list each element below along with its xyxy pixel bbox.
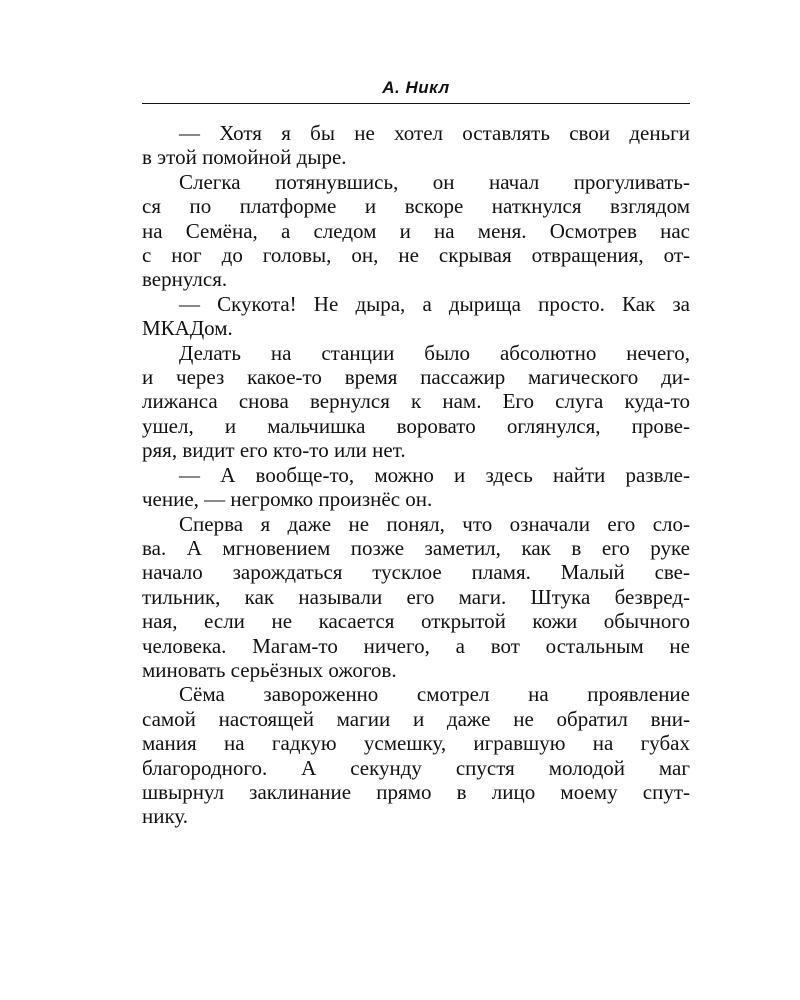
text-line: нику. xyxy=(142,804,189,829)
text-line: ряя, видит его кто-то или нет. xyxy=(142,438,406,463)
paragraph xyxy=(142,292,690,341)
text-line: ва. А мгновением позже заметил, как в его руке xyxy=(142,535,690,560)
text-line: вернулся. xyxy=(142,267,228,292)
text-line: на Семёна, а следом и на меня. Осмотрев нас xyxy=(142,218,690,243)
paragraph xyxy=(142,682,690,828)
text-line: тильник, как называли его маги. Штука безвред- xyxy=(142,584,690,609)
text-line: Сперва я даже не понял, что означали его сло- xyxy=(179,511,690,536)
text-line: — А вообще-то, можно и здесь найти развле- xyxy=(179,462,690,487)
paragraph xyxy=(142,170,690,292)
text-line: ся по платформе и вскоре наткнулся взглядом xyxy=(142,194,690,219)
text-line: чение, — негромко произнёс он. xyxy=(142,487,433,512)
text-line: ная, если не касается открытой кожи обычного xyxy=(142,609,690,634)
text-line: — Хотя я бы не хотел оставлять свои деньги xyxy=(179,121,690,145)
running-head: А. Никл xyxy=(382,78,450,97)
text-line: человека. Магам-то ничего, а вот остальным не xyxy=(142,633,690,658)
text-line: благородного. А секунду спустя молодой маг xyxy=(142,755,690,780)
text-line: лижанса снова вернулся к нам. Его слуга куда-то xyxy=(142,389,690,414)
text-line: в этой помойной дыре. xyxy=(142,145,347,170)
paragraph xyxy=(142,463,690,512)
text-line: мания на гадкую усмешку, игравшую на губах xyxy=(142,731,690,756)
body-text xyxy=(142,121,690,829)
paragraph xyxy=(142,512,690,683)
text-line: начало зарождаться тусклое пламя. Малый све- xyxy=(142,560,690,585)
text-line: с ног до головы, он, не скрывая отвращения, от- xyxy=(142,243,690,268)
text-line: ушел, и мальчишка воровато оглянулся, прове- xyxy=(142,413,690,438)
text-line: Сёма завороженно смотрел на проявление xyxy=(179,682,690,707)
text-line: швырнул заклинание прямо в лицо моему спут- xyxy=(142,779,690,804)
text-line: Делать на станции было абсолютно нечего, xyxy=(179,340,690,365)
paragraph xyxy=(142,121,690,170)
text-line: МКАДом. xyxy=(142,316,233,341)
text-line: Слегка потянувшись, он начал прогуливать- xyxy=(179,169,690,194)
paragraph xyxy=(142,341,690,463)
text-line: — Скукота! Не дыра, а дырища просто. Как за xyxy=(179,291,690,316)
text-line: и через какое-то время пассажир магического ди- xyxy=(142,365,690,390)
header-rule xyxy=(142,103,690,104)
text-line: миновать серьёзных ожогов. xyxy=(142,657,397,682)
text-line: самой настоящей магии и даже не обратил вни- xyxy=(142,706,690,731)
